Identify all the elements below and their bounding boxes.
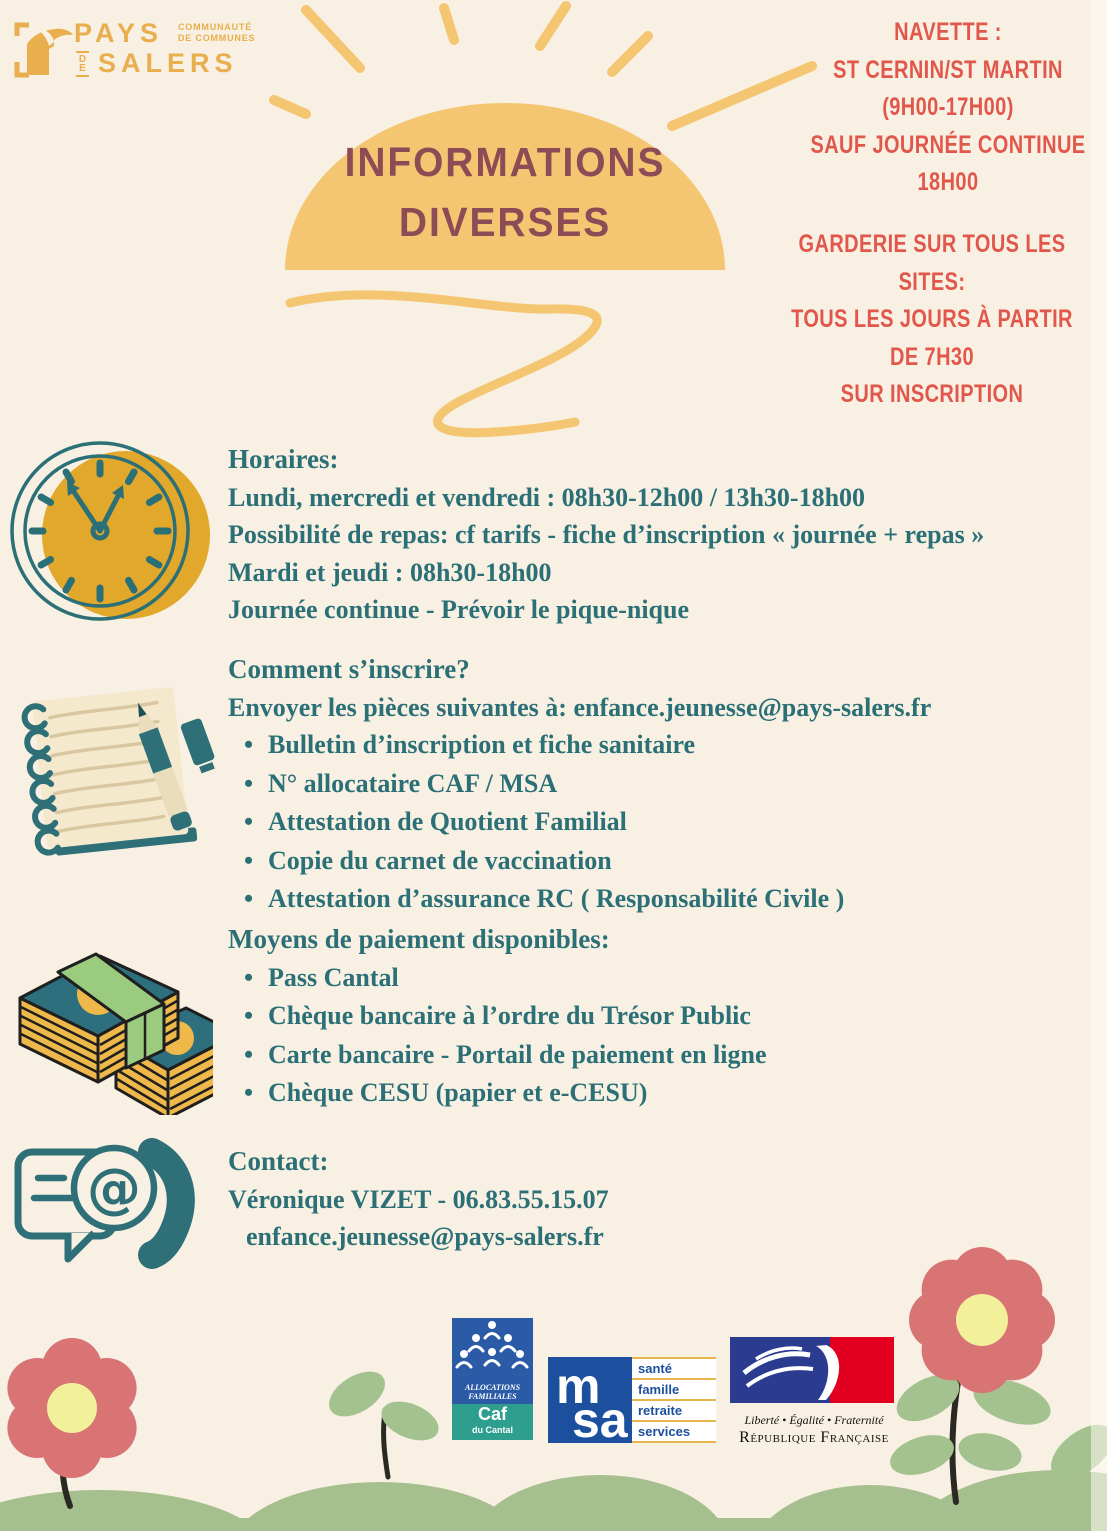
notice-line: TOUS LES JOURS À PARTIR — [791, 305, 1073, 333]
notice-line: GARDERIE SUR TOUS LES — [798, 230, 1066, 258]
inscription-section — [228, 651, 1103, 919]
squiggle-icon — [240, 275, 760, 450]
logo-tagline-2: DE COMMUNES — [178, 33, 256, 43]
msa-service-retraite: retraite — [632, 1399, 716, 1420]
list-item: • Chèque bancaire à l’ordre du Trésor Public — [228, 997, 1103, 1036]
caf-logo — [452, 1318, 533, 1440]
caf-name: Caf — [477, 1404, 507, 1424]
horaires-line: Mardi et jeudi : 08h30-18h00 — [228, 557, 552, 587]
logo-de: DE — [76, 51, 89, 77]
caf-figures-icon — [452, 1318, 533, 1374]
garderie-notice — [788, 226, 1076, 414]
msa-letter-m: m — [556, 1358, 601, 1414]
paiement-section — [228, 921, 1103, 1113]
inscription-intro: Envoyer les pièces suivantes à: enfance.jeunesse@pays-salers.fr — [228, 692, 932, 722]
sun-shape — [285, 103, 725, 270]
notice-line: 18H00 — [917, 168, 979, 196]
notice-line: NAVETTE : — [894, 18, 1002, 46]
paiement-list — [228, 959, 1103, 1113]
contact-heading: Contact: — [228, 1146, 329, 1176]
rf-motto: Liberté • Égalité • Fraternité — [744, 1413, 884, 1427]
list-item: • Attestation d’assurance RC ( Responsabilité Civile ) — [228, 880, 1103, 919]
navette-notice — [804, 14, 1092, 202]
clock-icon — [2, 438, 214, 634]
notice-line: SITES: — [898, 267, 966, 296]
msa-letters-sa: sa — [572, 1392, 628, 1443]
msa-logo — [548, 1357, 716, 1443]
msa-service-famille: famille — [632, 1378, 716, 1399]
notice-line: (9H00-17H00) — [882, 93, 1014, 121]
contact-section — [228, 1143, 848, 1256]
money-icon — [8, 920, 213, 1115]
msa-service-sante: santé — [632, 1357, 716, 1378]
logo-salers: SALERS — [98, 48, 238, 78]
caf-familiales-label: FAMILIALES — [468, 1392, 517, 1401]
notice-line: SAUF JOURNÉE CONTINUE — [810, 130, 1086, 159]
msa-letters-icon — [548, 1357, 632, 1443]
republique-francaise-logo — [730, 1337, 898, 1447]
notice-line: SUR INSCRIPTION — [840, 380, 1024, 408]
horaires-section — [228, 441, 1103, 629]
page-title-line2: DIVERSES — [398, 199, 612, 245]
contact-email-line: enfance.jeunesse@pays-salers.fr — [246, 1222, 604, 1251]
msa-service-services: services — [632, 1420, 716, 1443]
rf-name: République Française — [739, 1429, 889, 1446]
horaires-line: Possibilité de repas: cf tarifs - fiche d’inscription « journée + repas » — [228, 520, 985, 549]
page-edge-highlight — [1091, 0, 1107, 1531]
logo-tagline-1: COMMUNAUTÉ — [178, 22, 252, 32]
list-item: • Copie du carnet de vaccination — [228, 842, 1103, 881]
list-item: • Bulletin d’inscription et fiche sanitaire — [228, 726, 1103, 765]
page-title-line1: INFORMATIONS — [344, 139, 666, 185]
list-item: • Pass Cantal — [228, 959, 1103, 998]
caf-allocations-label: ALLOCATIONS — [464, 1383, 521, 1392]
notice-line: DE 7H30 — [890, 342, 974, 371]
paiement-heading: Moyens de paiement disponibles: — [228, 924, 610, 954]
list-item: • Carte bancaire - Portail de paiement en ligne — [228, 1036, 1103, 1075]
horaires-heading: Horaires: — [228, 444, 339, 474]
list-item: • Attestation de Quotient Familial — [228, 803, 1103, 842]
svg-text:@: @ — [87, 1157, 141, 1220]
caf-subname: du Cantal — [471, 1425, 513, 1435]
notepad-icon — [8, 686, 223, 874]
list-item: • Chèque CESU (papier et e-CESU) — [228, 1074, 1103, 1113]
french-flag-marianne-icon — [730, 1337, 894, 1403]
inscription-heading: Comment s’inscrire? — [228, 654, 470, 684]
horaires-line: Journée continue - Prévoir le pique-nique — [228, 595, 690, 624]
contact-phone-line: Véronique VIZET - 06.83.55.15.07 — [228, 1184, 609, 1214]
logo-pays: PAYS — [74, 18, 164, 48]
notice-line: ST CERNIN/ST MARTIN — [833, 55, 1063, 84]
horaires-line: Lundi, mercredi et vendredi : 08h30-12h00 / 13h30-18h00 — [228, 482, 866, 512]
inscription-list — [228, 726, 1103, 919]
list-item: • N° allocataire CAF / MSA — [228, 765, 1103, 804]
